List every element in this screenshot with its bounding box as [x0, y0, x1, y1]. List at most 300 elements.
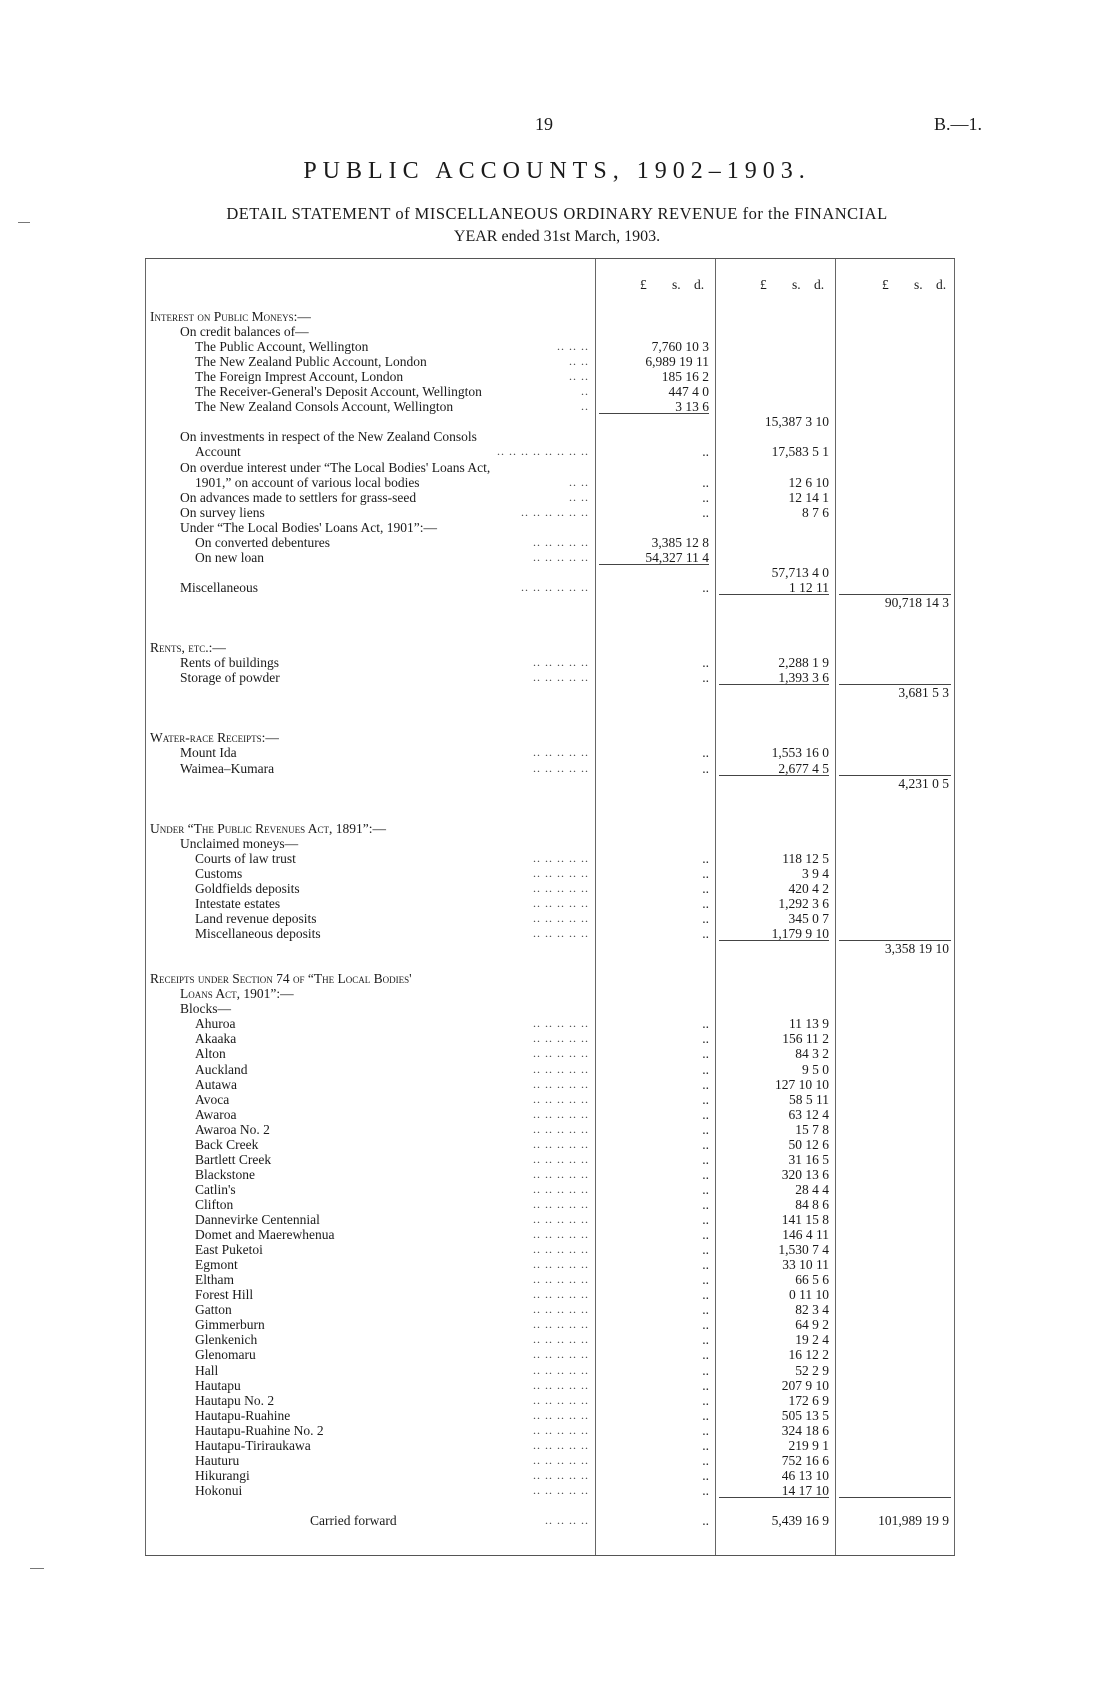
section-heading: Loans Act, 1901”:—	[180, 986, 294, 1002]
dot-leaders: .. .. .. .. ..	[533, 1046, 589, 1061]
amount-c2: 19 2 4	[795, 1332, 829, 1348]
table-row	[145, 1423, 955, 1438]
dot-leaders: .. .. .. .. ..	[533, 1106, 589, 1121]
amount-c2: 219 9 1	[788, 1437, 829, 1453]
amount-c1: ..	[702, 911, 709, 926]
row-label: Egmont	[195, 1257, 238, 1273]
row-label: Glenkenich	[195, 1332, 258, 1348]
table-row	[145, 1137, 955, 1152]
col2-pound-header: £	[760, 277, 767, 292]
dot-leaders: .. .. .. .. ..	[533, 880, 589, 895]
row-label: The New Zealand Public Account, London	[195, 354, 427, 370]
amount-c2: 66 5 6	[795, 1272, 829, 1288]
amount-c2: 84 3 2	[795, 1046, 829, 1062]
amount-c1: ..	[702, 1091, 709, 1107]
amount-c2: 420 4 2	[788, 880, 829, 896]
amount-c1: ..	[702, 1257, 709, 1273]
row-label: Mount Ida	[180, 745, 237, 761]
table-row	[145, 460, 955, 475]
table-row	[145, 730, 955, 745]
table-row	[145, 1513, 955, 1528]
dot-leaders: .. .. .. .. ..	[533, 1136, 589, 1151]
row-label: Forest Hill	[195, 1287, 254, 1303]
table-row	[145, 1378, 955, 1393]
dot-leaders: .. .. .. .. ..	[533, 1151, 589, 1166]
dot-leaders: .. .. .. .. ..	[533, 1332, 589, 1347]
amount-c2: 2,288 1 9	[778, 655, 829, 671]
table-row	[145, 354, 955, 369]
table-row	[145, 1317, 955, 1332]
amount-c1: ..	[702, 1272, 709, 1288]
row-label: Customs	[195, 865, 243, 881]
row-label: Hall	[195, 1362, 219, 1378]
amount-c2: 752 16 6	[781, 1452, 829, 1468]
margin-mark	[18, 222, 30, 223]
row-label: Blocks—	[180, 1001, 232, 1017]
table-row	[145, 1062, 955, 1077]
dot-leaders: .. .. .. .. ..	[533, 1227, 589, 1242]
row-label: Hautapu-Ruahine	[195, 1407, 291, 1423]
revenue-table	[145, 258, 955, 1556]
amount-c2: 8 7 6	[802, 504, 829, 520]
amount-c1: ..	[702, 504, 709, 520]
dot-leaders: .. ..	[569, 369, 589, 384]
amount-c1: ..	[702, 670, 709, 686]
row-label: Eltham	[195, 1272, 234, 1288]
dot-leaders: .. .. .. .. ..	[533, 760, 589, 775]
row-label: Glenomaru	[195, 1347, 256, 1363]
dot-leaders: .. .. .. .. ..	[533, 745, 589, 760]
row-label: 1901,” on account of various local bodies	[195, 474, 420, 490]
amount-c1: ..	[702, 1377, 709, 1393]
row-label: On overdue interest under “The Local Bodies' Loans Act,	[180, 459, 491, 475]
amount-c2: 15,387 3 10	[764, 414, 829, 430]
row-label: Courts of law trust	[195, 850, 296, 866]
table-row	[145, 1046, 955, 1061]
amount-c1: ..	[702, 1121, 709, 1137]
dot-leaders: .. .. .. .. ..	[533, 895, 589, 910]
amount-c2: 146 4 11	[782, 1227, 829, 1243]
dot-leaders: .. .. .. .. ..	[533, 1437, 589, 1452]
row-label: Carried forward	[310, 1513, 397, 1528]
dot-leaders: .. .. .. .. ..	[533, 926, 589, 941]
document-reference: B.—1.	[934, 114, 983, 134]
dot-leaders: .. .. .. .. ..	[533, 1287, 589, 1302]
amount-c1: ..	[702, 1422, 709, 1438]
amount-c2: 33 10 11	[782, 1257, 829, 1273]
table-row	[145, 881, 955, 896]
row-label: On credit balances of—	[180, 324, 309, 340]
section-heading: Interest on Public Moneys:—	[150, 309, 311, 324]
dot-leaders: .. .. .. .. ..	[533, 534, 589, 549]
row-label: Catlin's	[195, 1181, 236, 1197]
row-label: Blackstone	[195, 1166, 255, 1182]
table-row	[145, 1212, 955, 1227]
table-row	[145, 1197, 955, 1212]
amount-c2: 118 12 5	[782, 850, 829, 866]
amount-c1: ..	[702, 880, 709, 896]
row-label: Storage of powder	[180, 670, 280, 686]
row-label: Intestate estates	[195, 895, 281, 911]
dot-leaders: .. .. .. .. ..	[533, 1362, 589, 1377]
table-row	[145, 1167, 955, 1182]
table-row	[145, 369, 955, 384]
amount-c2: 127 10 10	[775, 1076, 829, 1092]
table-row	[145, 971, 955, 986]
dot-leaders: ..	[581, 399, 589, 414]
amount-c1: ..	[702, 1347, 709, 1363]
dot-leaders: .. .. .. .. ..	[533, 1242, 589, 1257]
amount-c1: ..	[702, 1317, 709, 1333]
col3-shilling-header: s.	[914, 277, 923, 292]
row-label: Ahuroa	[195, 1016, 236, 1032]
amount-c1: ..	[702, 1061, 709, 1077]
amount-c1: ..	[702, 1332, 709, 1348]
table-row	[145, 475, 955, 490]
table-row	[145, 1453, 955, 1468]
amount-c2: 5,439 16 9	[771, 1513, 829, 1528]
amount-c1: ..	[702, 1407, 709, 1423]
dot-leaders: ..	[581, 384, 589, 399]
row-label: Clifton	[195, 1196, 234, 1212]
dot-leaders: .. .. .. .. ..	[533, 1166, 589, 1181]
table-row	[145, 1483, 955, 1498]
amount-c2: 82 3 4	[795, 1302, 829, 1318]
amount-c2: 16 12 2	[788, 1347, 829, 1363]
dot-leaders: .. .. .. .. ..	[533, 1422, 589, 1437]
amount-c1: ..	[702, 1362, 709, 1378]
amount-c3: 90,718 14 3	[884, 594, 949, 610]
amount-c2: 1,292 3 6	[778, 895, 829, 911]
dot-leaders: .. .. .. .. .. ..	[521, 579, 589, 594]
row-label: Hautapu	[195, 1377, 241, 1393]
amount-c1: ..	[702, 444, 709, 460]
dot-leaders: .. .. .. .. ..	[533, 1031, 589, 1046]
amount-c1: ..	[702, 1166, 709, 1182]
table-row	[145, 324, 955, 339]
page-number: 19	[535, 114, 553, 134]
row-label: The New Zealand Consols Account, Wellington	[195, 399, 454, 415]
table-row	[145, 896, 955, 911]
row-label: Hautapu-Ruahine No. 2	[195, 1422, 324, 1438]
table-row	[145, 1302, 955, 1317]
amount-c1: ..	[702, 1392, 709, 1408]
table-row	[145, 836, 955, 851]
amount-c1: ..	[702, 1242, 709, 1258]
row-label: On survey liens	[180, 504, 265, 520]
row-label: The Public Account, Wellington	[195, 339, 369, 355]
table-row	[145, 986, 955, 1001]
row-label: Hautapu No. 2	[195, 1392, 275, 1408]
dot-leaders: .. .. .. .. ..	[533, 1212, 589, 1226]
amount-c2: 12 6 10	[788, 474, 829, 490]
row-label: Goldfields deposits	[195, 880, 300, 896]
amount-c1: ..	[702, 474, 709, 490]
table-row	[145, 1107, 955, 1122]
table-row	[145, 685, 955, 700]
table-row	[145, 429, 955, 444]
amount-c2: 2,677 4 5	[778, 760, 829, 776]
dot-leaders: .. .. .. .. ..	[533, 1467, 589, 1482]
row-label: On investments in respect of the New Zealand Consols	[180, 429, 477, 445]
amount-c2: 46 13 10	[781, 1467, 829, 1483]
table-row	[145, 414, 955, 429]
amount-c2: 64 9 2	[795, 1317, 829, 1333]
amount-c1: ..	[702, 895, 709, 911]
table-row	[145, 595, 955, 610]
section-heading: Water-race Receipts:—	[150, 730, 279, 746]
amount-c2: 505 13 5	[781, 1407, 829, 1423]
statement-title-line2: YEAR ended 31st March, 1903.	[453, 228, 661, 245]
table-row	[145, 776, 955, 791]
table-row	[145, 399, 955, 414]
table-row	[145, 1363, 955, 1378]
table-row	[145, 1001, 955, 1016]
table-row	[145, 715, 955, 730]
amount-c2: 17,583 5 1	[771, 444, 829, 460]
section-heading: Receipts under Section 74 of “The Local Bodies'	[150, 971, 412, 987]
dot-leaders: .. .. ..	[557, 339, 589, 354]
row-label: Autawa	[195, 1076, 237, 1092]
amount-c1: ..	[702, 850, 709, 866]
row-label: Back Creek	[195, 1136, 259, 1152]
amount-c2: 11 13 9	[789, 1016, 829, 1032]
amount-c2: 1,179 9 10	[771, 926, 829, 942]
dot-leaders: .. .. .. .. ..	[533, 865, 589, 880]
amount-c3: 3,681 5 3	[898, 685, 949, 701]
row-label: The Foreign Imprest Account, London	[195, 369, 404, 385]
table-row	[145, 339, 955, 354]
amount-c2: 57,713 4 0	[771, 564, 829, 580]
row-label: Alton	[195, 1046, 226, 1062]
dot-leaders: .. .. .. .. ..	[533, 850, 589, 865]
col1-pound-header: £	[640, 277, 647, 292]
amount-c1: ..	[702, 1227, 709, 1243]
table-row	[145, 309, 955, 324]
row-label: Hautapu-Tiriraukawa	[195, 1437, 311, 1453]
dot-leaders: .. .. .. .. ..	[533, 1392, 589, 1407]
dot-leaders: .. .. .. .. .. ..	[521, 504, 589, 519]
amount-c1: ..	[702, 1212, 709, 1227]
table-row	[145, 941, 955, 956]
amount-c1: 7,760 10 3	[651, 339, 709, 355]
table-row	[145, 1152, 955, 1167]
dot-leaders: .. .. .. ..	[545, 1513, 589, 1527]
col3-pence-header: d.	[936, 277, 947, 292]
row-label: Account	[195, 444, 241, 460]
dot-leaders: .. .. .. .. .. .. .. ..	[497, 444, 589, 459]
row-label: Land revenue deposits	[195, 911, 317, 926]
table-row	[145, 1408, 955, 1423]
row-label: Waimea–Kumara	[180, 760, 275, 776]
table-row	[145, 700, 955, 715]
row-label: Hikurangi	[195, 1467, 250, 1483]
amount-c2: 320 13 6	[781, 1166, 829, 1182]
amount-c2: 58 5 11	[789, 1091, 829, 1107]
row-label: Rents of buildings	[180, 655, 280, 671]
dot-leaders: .. .. .. .. ..	[533, 1091, 589, 1106]
amount-c1: 6,989 19 11	[645, 354, 709, 370]
table-row	[145, 1122, 955, 1137]
table-row	[145, 444, 955, 459]
table-row	[145, 670, 955, 685]
table-row	[145, 1438, 955, 1453]
amount-c2: 15 7 8	[795, 1121, 829, 1137]
amount-c2: 84 8 6	[795, 1196, 829, 1212]
amount-c1: ..	[702, 1016, 709, 1032]
amount-c2: 28 4 4	[795, 1181, 829, 1197]
amount-c2: 0 11 10	[789, 1287, 829, 1303]
amount-c1: ..	[702, 760, 709, 776]
row-label: Akaaka	[195, 1031, 237, 1047]
row-label: The Receiver-General's Deposit Account, Wellington	[195, 384, 482, 400]
dot-leaders: .. .. .. .. ..	[533, 1196, 589, 1211]
row-label: Gatton	[195, 1302, 232, 1318]
table-row	[145, 535, 955, 550]
dot-leaders: .. .. .. .. ..	[533, 1302, 589, 1317]
amount-c1: ..	[702, 1452, 709, 1468]
amount-c1: ..	[702, 1302, 709, 1318]
table-row	[145, 1287, 955, 1302]
amount-c1: ..	[702, 926, 709, 942]
amount-c1: ..	[702, 1181, 709, 1197]
dot-leaders: .. .. .. .. ..	[533, 1377, 589, 1392]
amount-c1: ..	[702, 1513, 709, 1528]
amount-c1: ..	[702, 1287, 709, 1303]
row-label: East Puketoi	[195, 1242, 263, 1258]
table-row	[145, 520, 955, 535]
dot-leaders: .. .. .. .. ..	[533, 1257, 589, 1272]
table-row	[145, 1332, 955, 1347]
amount-c1: ..	[702, 865, 709, 881]
amount-c3: 4,231 0 5	[898, 775, 949, 791]
amount-c2: 1,530 7 4	[778, 1242, 829, 1258]
table-row	[145, 580, 955, 595]
table-row	[145, 1092, 955, 1107]
amount-c2: 50 12 6	[788, 1136, 829, 1152]
row-label: On converted debentures	[195, 534, 330, 550]
table-row	[145, 761, 955, 776]
margin-mark	[30, 1568, 44, 1569]
dot-leaders: .. .. .. .. ..	[533, 1076, 589, 1091]
dot-leaders: .. .. .. .. ..	[533, 549, 589, 564]
table-row	[145, 956, 955, 971]
row-label: Hauturu	[195, 1452, 240, 1468]
table-row	[145, 1016, 955, 1031]
row-label: Hokonui	[195, 1482, 243, 1498]
table-row	[145, 610, 955, 625]
table-row	[145, 550, 955, 565]
amount-c1: ..	[702, 1136, 709, 1152]
dot-leaders: .. .. .. .. ..	[533, 1317, 589, 1332]
row-label: Gimmerburn	[195, 1317, 265, 1333]
row-label: Awaroa	[195, 1106, 237, 1122]
row-label: Dannevirke Centennial	[195, 1212, 320, 1227]
dot-leaders: .. .. .. .. ..	[533, 911, 589, 925]
amount-c3: 101,989 19 9	[878, 1513, 949, 1528]
amount-c1: 185 16 2	[661, 369, 709, 385]
col2-pence-header: d.	[814, 277, 825, 292]
table-row	[145, 1031, 955, 1046]
amount-c2: 14 17 10	[781, 1482, 829, 1498]
amount-c3: 3,358 19 10	[884, 941, 949, 957]
section-heading: Under “The Public Revenues Act, 1891”:—	[150, 820, 386, 836]
amount-c2: 345 0 7	[788, 911, 829, 926]
table-row	[145, 1347, 955, 1362]
table-row	[145, 851, 955, 866]
row-label: Bartlett Creek	[195, 1151, 272, 1167]
amount-c1: ..	[702, 1106, 709, 1122]
amount-c1: 3,385 12 8	[651, 534, 709, 550]
table-row	[145, 490, 955, 505]
col3-pound-header: £	[882, 277, 889, 292]
amount-c2: 1,553 16 0	[771, 745, 829, 761]
amount-c1: 54,327 11 4	[645, 549, 709, 565]
table-row	[145, 640, 955, 655]
statement-title-line1: DETAIL STATEMENT of MISCELLANEOUS ORDINARY REVENUE for the FINANCIAL	[226, 204, 888, 223]
col1-pence-header: d.	[694, 277, 705, 292]
amount-c1: ..	[702, 579, 709, 595]
dot-leaders: .. .. .. .. ..	[533, 1061, 589, 1076]
table-row	[145, 384, 955, 399]
amount-c2: 63 12 4	[788, 1106, 829, 1122]
amount-c2: 3 9 4	[802, 865, 829, 881]
amount-c1: ..	[702, 1482, 709, 1498]
table-row	[145, 926, 955, 941]
table-row	[145, 911, 955, 926]
amount-c2: 156 11 2	[782, 1031, 829, 1047]
amount-c2: 207 9 10	[781, 1377, 829, 1393]
amount-c1: ..	[702, 1031, 709, 1047]
row-label: Awaroa No. 2	[195, 1121, 270, 1137]
amount-c2: 12 14 1	[788, 489, 829, 505]
row-label: Auckland	[195, 1061, 248, 1077]
table-row	[145, 1272, 955, 1287]
amount-c1: ..	[702, 1151, 709, 1167]
table-row	[145, 1242, 955, 1257]
row-label: Under “The Local Bodies' Loans Act, 1901”:—	[180, 519, 437, 535]
dot-leaders: .. .. .. .. ..	[533, 1272, 589, 1287]
table-row	[145, 625, 955, 640]
table-row	[145, 821, 955, 836]
table-row	[145, 1227, 955, 1242]
table-row	[145, 1498, 955, 1513]
dot-leaders: .. ..	[569, 354, 589, 369]
dot-leaders: .. .. .. .. ..	[533, 670, 589, 685]
dot-leaders: .. .. .. .. ..	[533, 1407, 589, 1422]
dot-leaders: .. ..	[569, 489, 589, 504]
amount-c1: ..	[702, 745, 709, 761]
dot-leaders: .. .. .. .. ..	[533, 1452, 589, 1467]
row-label: On new loan	[195, 549, 264, 565]
amount-c2: 172 6 9	[788, 1392, 829, 1408]
amount-c1: ..	[702, 489, 709, 505]
amount-c2: 141 15 8	[781, 1212, 829, 1227]
amount-c2: 1,393 3 6	[778, 670, 829, 686]
col1-shilling-header: s.	[672, 277, 681, 292]
row-label: Avoca	[195, 1091, 230, 1107]
amount-c2: 324 18 6	[781, 1422, 829, 1438]
table-row	[145, 806, 955, 821]
row-label: Miscellaneous	[180, 579, 258, 595]
page-title: PUBLIC ACCOUNTS, 1902–1903.	[303, 158, 811, 184]
amount-c2: 52 2 9	[795, 1362, 829, 1378]
dot-leaders: .. .. .. .. ..	[533, 1181, 589, 1196]
table-row	[145, 505, 955, 520]
table-row	[145, 866, 955, 881]
dot-leaders: .. ..	[569, 474, 589, 489]
row-label: On advances made to settlers for grass-seed	[180, 489, 417, 505]
